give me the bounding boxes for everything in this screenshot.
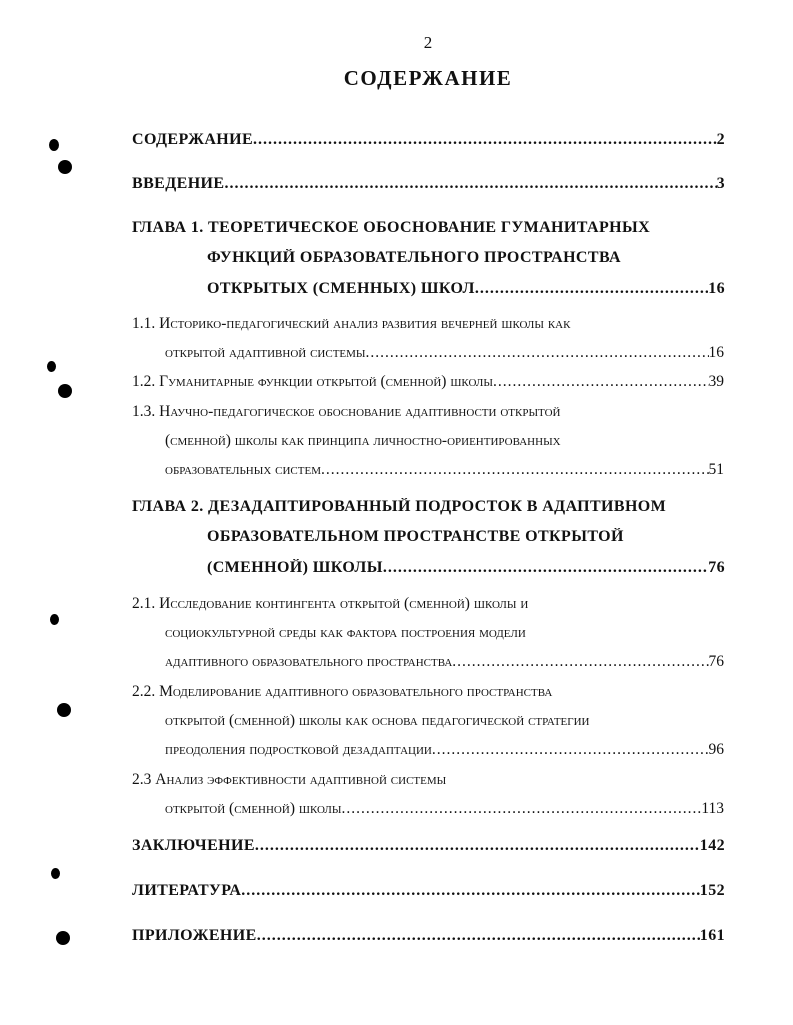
- toc-chapter-2-line2[interactable]: ОБРАЗОВАТЕЛЬНОМ ПРОСТРАНСТВЕ ОТКРЫТОЙ: [207, 528, 624, 545]
- toc-entry-contents[interactable]: СОДЕРЖАНИЕ ..... 2: [132, 131, 725, 157]
- toc-section-2-1-line1[interactable]: 2.1. Исследование контингента открытой (сменной) школы и: [132, 595, 529, 612]
- toc-section-1-3-line1[interactable]: 1.3. Научно-педагогическое обоснование адаптивности открытой: [132, 403, 561, 420]
- toc-chapter-1-line2[interactable]: ФУНКЦИЙ ОБРАЗОВАТЕЛЬНОГО ПРОСТРАНСТВА: [207, 249, 621, 266]
- punch-hole-mark: [58, 384, 72, 398]
- toc-section-1-3-line3[interactable]: образовательных систем ..... 51: [165, 461, 724, 487]
- toc-section-2-3-line1[interactable]: 2.3 Анализ эффективности адаптивной системы: [132, 771, 447, 788]
- toc-section-1-1-line2[interactable]: открытой адаптивной системы ..... 16: [165, 344, 724, 370]
- punch-hole-mark: [47, 361, 56, 372]
- toc-section-1-2[interactable]: 1.2. Гуманитарные функции открытой (сменной) школы ..... 39: [132, 373, 724, 399]
- toc-section-2-2-line2[interactable]: открытой (сменной) школы как основа педагогической стратегии: [165, 712, 590, 729]
- toc-chapter-2-line1[interactable]: ГЛАВА 2. ДЕЗАДАПТИРОВАННЫЙ ПОДРОСТОК В АДАПТИВНОМ: [132, 498, 667, 515]
- toc-chapter-1-line3[interactable]: ОТКРЫТЫХ (СМЕННЫХ) ШКОЛ ..... 16: [207, 280, 725, 306]
- toc-section-2-1-line2[interactable]: социокультурной среды как фактора построения модели: [165, 624, 526, 641]
- punch-hole-mark: [57, 703, 71, 717]
- toc-chapter-2-line3[interactable]: (СМЕННОЙ) ШКОЛЫ ..... 76: [207, 559, 725, 585]
- punch-hole-mark: [50, 614, 59, 625]
- toc-section-1-1-line1[interactable]: 1.1. Историко-педагогический анализ развития вечерней школы как: [132, 315, 571, 332]
- toc-section-2-1-line3[interactable]: адаптивного образовательного пространства ..... 76: [165, 653, 724, 679]
- punch-hole-mark: [56, 931, 70, 945]
- toc-section-2-2-line1[interactable]: 2.2. Моделирование адаптивного образовательного пространства: [132, 683, 553, 700]
- punch-hole-mark: [58, 160, 72, 174]
- toc-section-1-3-line2[interactable]: (сменной) школы как принципа личностно-ориентированных: [165, 432, 561, 449]
- toc-entry-introduction[interactable]: ВВЕДЕНИЕ ..... 3: [132, 175, 725, 201]
- punch-hole-mark: [49, 139, 59, 151]
- toc-chapter-1-line1[interactable]: ГЛАВА 1. ТЕОРЕТИЧЕСКОЕ ОБОСНОВАНИЕ ГУМАНИТАРНЫХ: [132, 219, 651, 236]
- toc-entry-conclusion[interactable]: ЗАКЛЮЧЕНИЕ ..... 142: [132, 837, 725, 863]
- punch-hole-mark: [51, 868, 60, 879]
- toc-entry-literature[interactable]: ЛИТЕРАТУРА ..... 152: [132, 882, 725, 908]
- page-title: СОДЕРЖАНИЕ: [343, 66, 513, 90]
- toc-entry-appendix[interactable]: ПРИЛОЖЕНИЕ ..... 161: [132, 927, 725, 953]
- toc-section-2-2-line3[interactable]: преодоления подростковой дезадаптации ..... 96: [165, 741, 724, 767]
- toc-section-2-3-line2[interactable]: открытой (сменной) школы ..... 113: [165, 800, 724, 826]
- page-number: 2: [423, 33, 433, 52]
